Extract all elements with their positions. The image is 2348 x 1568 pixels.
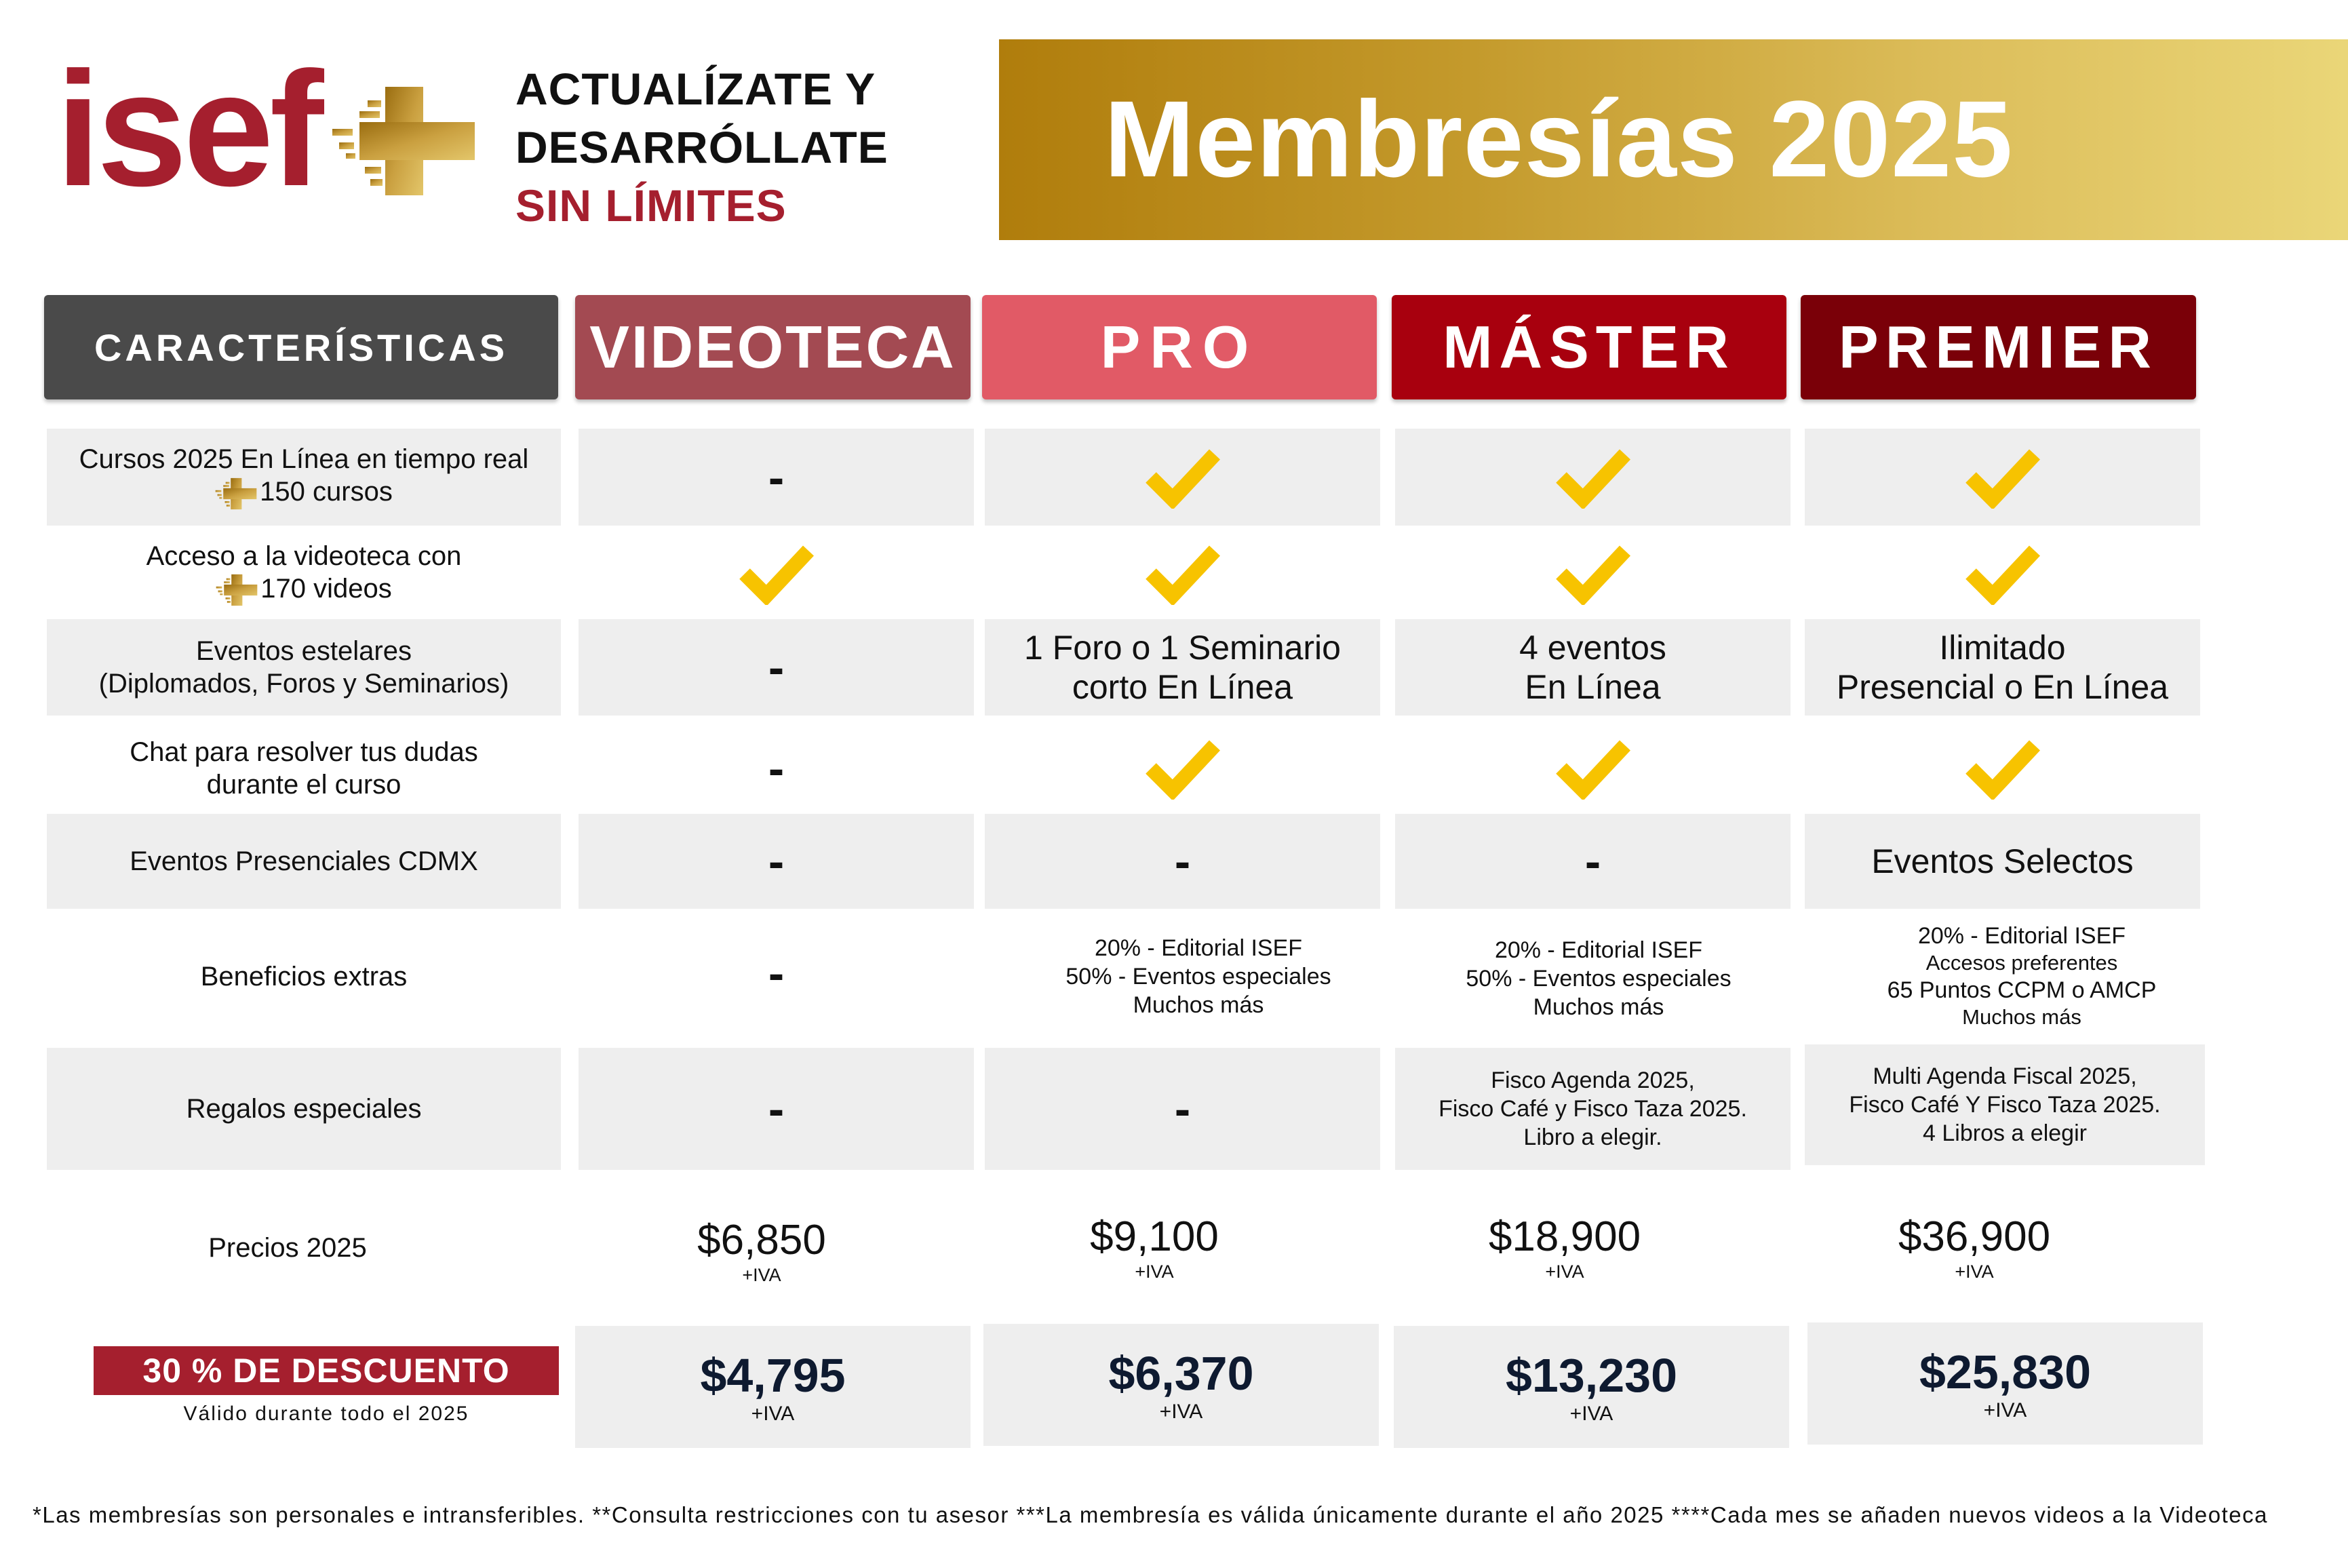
feature-acceso-line2-wrap xyxy=(216,572,391,608)
precio-pro xyxy=(985,1197,1324,1299)
slogan xyxy=(515,60,936,235)
iva-label: +IVA xyxy=(1569,1403,1613,1425)
price-value: $6,850 xyxy=(697,1217,826,1263)
gold-plus-logo-icon xyxy=(332,80,475,202)
dash: - xyxy=(768,641,785,694)
eventos-premier-line2: Presencial o En Línea xyxy=(1836,668,2169,706)
check-icon xyxy=(1146,737,1220,800)
discount-badge: 30 % DE DESCUENTO xyxy=(94,1346,559,1395)
beneficios-pro-line1: 20% - Editorial ISEF xyxy=(1094,935,1303,961)
header-master: MÁSTER xyxy=(1392,295,1786,399)
feature-cursos-line2-wrap xyxy=(215,475,393,511)
regalos-master xyxy=(1395,1048,1791,1170)
check-icon xyxy=(1146,446,1220,509)
discount-price: $4,795 xyxy=(700,1349,846,1402)
dash: - xyxy=(1584,835,1601,888)
feature-acceso-line1: Acceso a la videoteca con xyxy=(146,541,462,571)
regalos-videoteca xyxy=(579,1048,974,1170)
descuento-pro xyxy=(983,1324,1379,1446)
beneficios-videoteca xyxy=(579,912,974,1034)
feature-precios-label: Precios 2025 xyxy=(208,1233,367,1263)
beneficios-pro-line2: 50% - Eventos especiales xyxy=(1065,964,1331,989)
slogan-line-1: ACTUALÍZATE Y xyxy=(515,64,876,114)
discount-note: Válido durante todo el 2025 xyxy=(183,1403,469,1425)
header-videoteca: VIDEOTECA xyxy=(575,295,971,399)
dash: - xyxy=(768,450,785,504)
feature-chat-line1: Chat para resolver tus dudas xyxy=(130,737,478,767)
feature-beneficios-label: Beneficios extras xyxy=(200,962,408,992)
eventos-premier-line1: Ilimitado xyxy=(1939,629,2066,667)
chat-premier xyxy=(1805,722,2200,814)
descuento-master xyxy=(1394,1326,1789,1448)
gold-plus-icon xyxy=(216,572,258,608)
descuento-premier xyxy=(1807,1322,2203,1445)
dash: - xyxy=(768,947,785,1000)
beneficios-premier-line4: Muchos más xyxy=(1962,1005,2081,1029)
slogan-line-2: DESARRÓLLATE xyxy=(515,122,888,172)
check-icon xyxy=(1556,446,1630,509)
chat-pro xyxy=(985,722,1380,814)
price-value: $9,100 xyxy=(1090,1213,1219,1260)
eventos-pro-line2: corto En Línea xyxy=(1072,668,1293,706)
eventos-master xyxy=(1395,619,1791,716)
feature-acceso xyxy=(47,532,561,615)
feature-regalos xyxy=(47,1048,561,1170)
slogan-line-3: SIN LÍMITES xyxy=(515,180,787,231)
feature-precios xyxy=(47,1180,528,1316)
iva-label: +IVA xyxy=(1955,1261,1994,1282)
feature-cursos-line2: 150 cursos xyxy=(260,477,393,507)
feature-beneficios xyxy=(47,912,561,1041)
iva-label: +IVA xyxy=(1545,1261,1584,1282)
footer-disclaimer: *Las membresías son personales e intransferibles. **Consulta restricciones con tu asesor ***La membresía es válida únicamente durante el año 2025 ****Cada mes se añaden nuevos videos a la Videoteca xyxy=(33,1502,2268,1527)
regalos-master-line3: Libro a elegir. xyxy=(1523,1124,1662,1150)
check-icon xyxy=(1965,737,2040,800)
precio-master xyxy=(1395,1197,1734,1299)
page-title: Membresías 2025 xyxy=(1104,78,2014,199)
cursos-pro xyxy=(985,429,1380,526)
eventos-master-line2: En Línea xyxy=(1525,668,1661,706)
feature-eventos-estelares xyxy=(47,619,561,716)
dash: - xyxy=(1174,835,1191,888)
cursos-premier xyxy=(1805,429,2200,526)
check-icon xyxy=(1965,446,2040,509)
feature-chat-line2: durante el curso xyxy=(206,769,402,800)
regalos-pro xyxy=(985,1048,1380,1170)
presenciales-videoteca xyxy=(579,814,974,909)
iva-label: +IVA xyxy=(742,1265,781,1285)
discount-price: $25,830 xyxy=(1919,1346,2092,1398)
feature-acceso-line2: 170 videos xyxy=(260,573,392,604)
beneficios-premier-line2: Accesos preferentes xyxy=(1925,951,2118,975)
presenciales-premier xyxy=(1805,814,2200,909)
dash: - xyxy=(768,741,785,795)
header-premier: PREMIER xyxy=(1801,295,2196,399)
acceso-master xyxy=(1395,532,1791,615)
acceso-videoteca xyxy=(579,532,974,615)
gold-plus-icon xyxy=(215,476,257,511)
beneficios-premier-line3: 65 Puntos CCPM o AMCP xyxy=(1887,977,2157,1003)
discount-price: $6,370 xyxy=(1108,1347,1254,1400)
beneficios-master-line3: Muchos más xyxy=(1533,994,1664,1020)
precio-videoteca xyxy=(579,1200,945,1302)
check-icon xyxy=(1146,543,1220,605)
iva-label: +IVA xyxy=(751,1403,795,1425)
regalos-premier-line1: Multi Agenda Fiscal 2025, xyxy=(1873,1063,2137,1089)
discount-price: $13,230 xyxy=(1505,1349,1678,1402)
eventos-videoteca xyxy=(579,619,974,716)
check-icon xyxy=(1965,543,2040,605)
check-icon xyxy=(1556,737,1630,800)
eventos-master-line1: 4 eventos xyxy=(1519,629,1666,667)
feature-regalos-label: Regalos especiales xyxy=(186,1094,422,1124)
beneficios-pro xyxy=(985,912,1412,1041)
regalos-premier xyxy=(1805,1044,2205,1165)
feature-cursos xyxy=(47,429,561,526)
header-features: CARACTERÍSTICAS xyxy=(44,295,558,399)
acceso-pro xyxy=(985,532,1380,615)
feature-presenciales-label: Eventos Presenciales CDMX xyxy=(130,846,478,876)
acceso-premier xyxy=(1805,532,2200,615)
iva-label: +IVA xyxy=(1983,1399,2027,1422)
presenciales-master xyxy=(1395,814,1791,909)
cursos-videoteca xyxy=(579,429,974,526)
beneficios-pro-line3: Muchos más xyxy=(1133,992,1264,1018)
chat-videoteca xyxy=(579,722,974,814)
descuento-videoteca xyxy=(575,1326,971,1448)
price-value: $36,900 xyxy=(1898,1213,2051,1260)
beneficios-premier-line1: 20% - Editorial ISEF xyxy=(1917,923,2126,949)
regalos-premier-line2: Fisco Café Y Fisco Taza 2025. xyxy=(1849,1092,2161,1118)
feature-presenciales xyxy=(47,814,561,909)
header-pro: PRO xyxy=(982,295,1377,399)
dash: - xyxy=(1174,1082,1191,1135)
presenciales-premier-text: Eventos Selectos xyxy=(1871,842,2134,880)
isef-logo: isef xyxy=(56,38,320,220)
feature-eventos-line1: Eventos estelares xyxy=(196,636,412,666)
dash: - xyxy=(768,835,785,888)
iva-label: +IVA xyxy=(1135,1261,1174,1282)
feature-cursos-line1: Cursos 2025 En Línea en tiempo real xyxy=(79,444,529,475)
check-icon xyxy=(1556,543,1630,605)
iva-label: +IVA xyxy=(1159,1400,1203,1423)
regalos-master-line1: Fisco Agenda 2025, xyxy=(1491,1067,1695,1093)
eventos-pro-line1: 1 Foro o 1 Seminario xyxy=(1024,629,1341,667)
regalos-master-line2: Fisco Café y Fisco Taza 2025. xyxy=(1439,1096,1747,1122)
check-icon xyxy=(739,543,814,605)
beneficios-master-line1: 20% - Editorial ISEF xyxy=(1494,937,1703,963)
feature-eventos-line2: (Diplomados, Foros y Seminarios) xyxy=(98,669,509,699)
dash: - xyxy=(768,1082,785,1135)
chat-master xyxy=(1395,722,1791,814)
beneficios-premier xyxy=(1805,912,2239,1041)
precio-premier xyxy=(1805,1197,2144,1299)
feature-chat xyxy=(47,722,561,814)
price-value: $18,900 xyxy=(1488,1213,1641,1260)
beneficios-master-line2: 50% - Eventos especiales xyxy=(1466,965,1731,992)
eventos-premier xyxy=(1805,619,2200,716)
beneficios-master xyxy=(1395,912,1802,1044)
cursos-master xyxy=(1395,429,1791,526)
eventos-pro xyxy=(985,619,1380,716)
presenciales-pro xyxy=(985,814,1380,909)
regalos-premier-line3: 4 Libros a elegir xyxy=(1923,1120,2087,1146)
